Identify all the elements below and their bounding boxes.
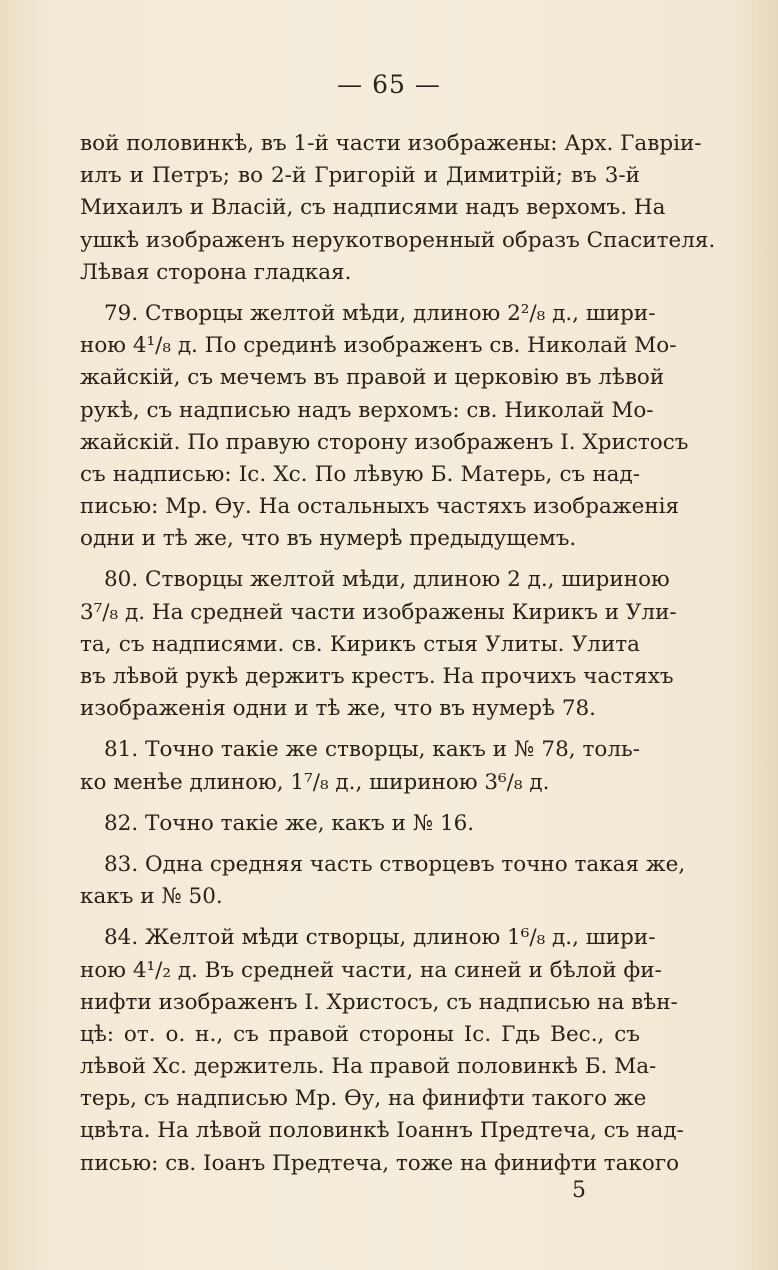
text-line: цвѣта. На лѣвой половинкѣ Іоаннъ Предтеча, съ над- — [80, 1118, 684, 1144]
text-line: Лѣвая сторона гладкая. — [80, 259, 352, 285]
signature-mark: 5 — [572, 1178, 586, 1203]
text-line: жайскій, съ мечемъ въ правой и церковію въ лѣвой — [80, 365, 665, 391]
text-line: 82. Точно такіе же, какъ и № 16. — [104, 810, 475, 836]
text-line: 84. Желтой мѣди створцы, длиною 1⁶/₈ д., шири- — [104, 925, 656, 951]
text-line: ко менѣе длиною, 1⁷/₈ д., шириною 3⁶/₈ д. — [80, 769, 550, 795]
text-line: изображенія одни и тѣ же, что въ нумерѣ 78. — [80, 696, 597, 722]
text-line: писью: св. Іоанъ Предтеча, тоже на финифти такого — [80, 1150, 680, 1176]
text-line: жайскій. По правую сторону изображенъ І. Христосъ — [80, 429, 689, 455]
text-line: ною 4¹/₈ д. По срединѣ изображенъ св. Николай Мо- — [80, 333, 677, 359]
text-line: Михаилъ и Власій, съ надписями надъ верхомъ. На — [80, 195, 666, 221]
body-text — [80, 128, 716, 1180]
text-line: въ лѣвой рукѣ держитъ крестъ. На прочихъ частяхъ — [80, 664, 674, 689]
text-line: съ надписью: Іс. Хс. По лѣвую Б. Матерь, съ над- — [80, 461, 640, 487]
text-line: нифти изображенъ І. Христосъ, съ надписью на вѣн- — [80, 989, 678, 1015]
text-line: 81. Точно такіе же створцы, какъ и № 78, толь- — [104, 737, 640, 763]
text-line: 79. Створцы желтой мѣди, длиною 2²/₈ д., шири- — [104, 300, 656, 326]
text-line: цѣ: от. о. н., съ правой стороны Іс. Гдь Вес., съ — [80, 1021, 640, 1047]
page-number: — 65 — — [337, 70, 441, 99]
text-line: вой половинкѣ, въ 1-й части изображены: Арх. Гавріи- — [80, 131, 702, 156]
text-line: лѣвой Хс. держитель. На правой половинкѣ Б. Ма- — [80, 1054, 657, 1080]
text-line: ною 4¹/₂ д. Въ средней части, на синей и бѣлой фи- — [80, 957, 662, 983]
text-line: илъ и Петръ; во 2-й Григорій и Димитрій; въ 3-й — [80, 163, 640, 189]
text-line: терь, съ надписью Мр. Өу, на финифти такого же — [80, 1086, 647, 1112]
text-line: ушкѣ изображенъ нерукотворенный образъ Спасителя. — [80, 227, 716, 253]
text-line: одни и тѣ же, что въ нумерѣ предыдущемъ. — [80, 526, 577, 552]
text-line: рукѣ, съ надписью надъ верхомъ: св. Николай Мо- — [80, 397, 654, 423]
text-line: та, съ надписями. св. Кирикъ стыя Улиты. Улита — [80, 631, 640, 657]
text-line: 3⁷/₈ д. На средней части изображены Кирикъ и Ули- — [80, 599, 677, 625]
text-line: писью: Мр. Өу. На остальныхъ частяхъ изображенія — [80, 494, 680, 520]
text-line: какъ и № 50. — [80, 884, 223, 910]
text-line: 80. Створцы желтой мѣди, длиною 2 д., шириною — [104, 567, 670, 593]
text-line: 83. Одна средняя часть створцевъ точно такая же, — [104, 851, 686, 877]
